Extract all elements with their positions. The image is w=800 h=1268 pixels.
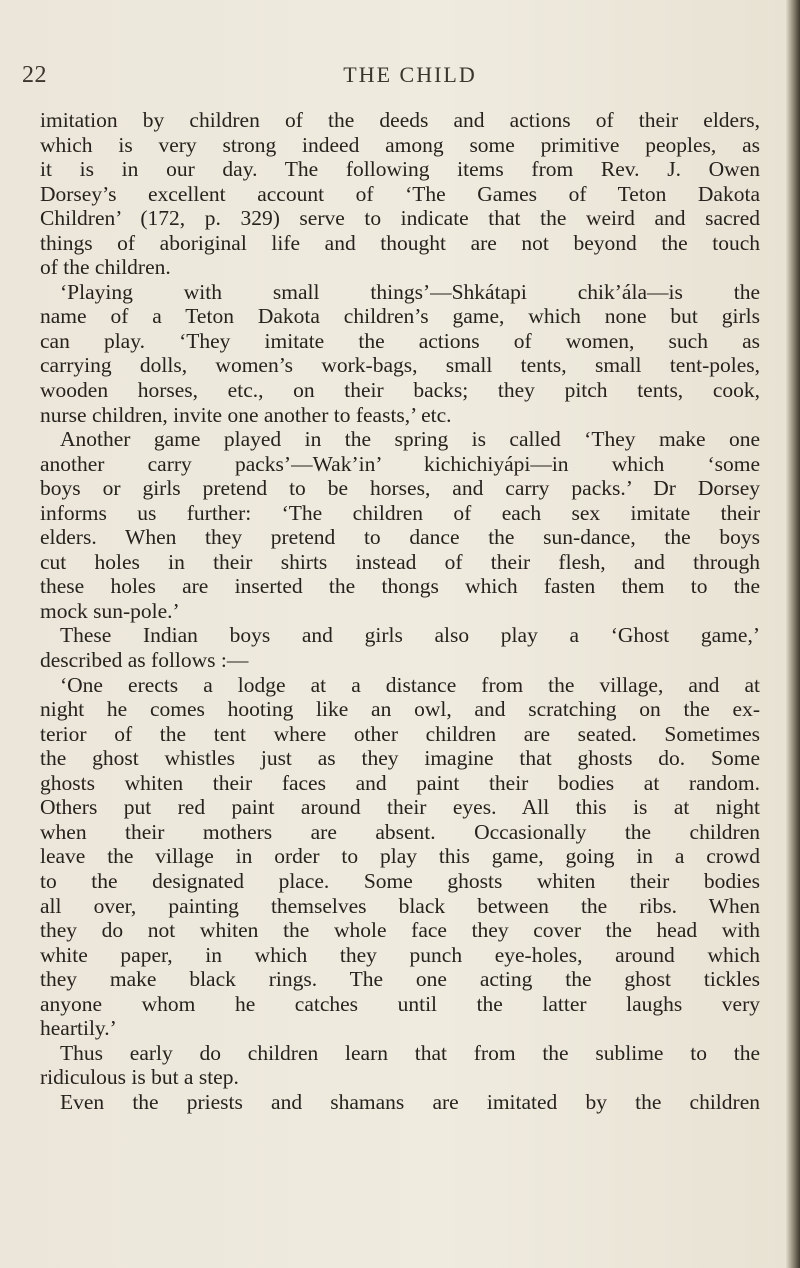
text-line: to the designated place. Some ghosts whiten their bodies [40, 868, 760, 893]
text-line: all over, painting themselves black between the ribs. When [40, 893, 760, 918]
text-line: Others put red paint around their eyes. All this is at night [40, 795, 760, 820]
text-line: ‘One erects a lodge at a distance from the village, and at [60, 672, 760, 697]
text-line: Even the priests and shamans are imitated by the children [60, 1089, 760, 1114]
text-line: These Indian boys and girls also play a ‘Ghost game,’ [60, 623, 760, 648]
text-line: elders. When they pretend to dance the sun-dance, the boys [40, 525, 760, 550]
text-line: cut holes in their shirts instead of their flesh, and through [40, 549, 760, 574]
running-head: THE CHILD [343, 62, 477, 87]
text-line: things of aboriginal life and thought are not beyond the touch [40, 230, 760, 255]
text-line: ‘Playing with small things’—Shkátapi chik’ála—is the [60, 279, 760, 304]
text-line: white paper, in which they punch eye-holes, around which [40, 942, 760, 967]
text-line: Another game played in the spring is called ‘They make one [60, 427, 760, 452]
text-line: they make black rings. The one acting the ghost tickles [40, 967, 760, 992]
page-edge-shadow [786, 0, 800, 1268]
text-line: another carry packs’—Wak’in’ kichichiyápi—in which ‘some [40, 451, 760, 476]
text-line: which is very strong indeed among some primitive peoples, as [40, 132, 760, 157]
text-line: terior of the tent where other children are seated. Sometimes [40, 721, 760, 746]
text-line: of the children. [40, 255, 171, 280]
text-line: described as follows :— [40, 648, 249, 673]
text-line: the ghost whistles just as they imagine that ghosts do. Some [40, 746, 760, 771]
text-line: Dorsey’s excellent account of ‘The Games of Teton Dakota [40, 181, 760, 206]
text-line: leave the village in order to play this game, going in a crowd [40, 844, 760, 869]
text-line: informs us further: ‘The children of each sex imitate their [40, 500, 760, 525]
text-line: night he comes hooting like an owl, and scratching on the ex- [40, 697, 760, 722]
text-line: ridiculous is but a step. [40, 1065, 239, 1090]
text-line: heartily.’ [40, 1016, 117, 1041]
text-line: nurse children, invite one another to feasts,’ etc. [40, 402, 452, 427]
text-line: Thus early do children learn that from the sublime to the [60, 1040, 760, 1065]
text-line: these holes are inserted the thongs which fasten them to the [40, 574, 760, 599]
text-line: anyone whom he catches until the latter laughs very [40, 991, 760, 1016]
body-text [40, 108, 760, 1114]
text-line: wooden horses, etc., on their backs; they pitch tents, cook, [40, 378, 760, 403]
text-line: mock sun-pole.’ [40, 598, 180, 623]
text-line: imitation by children of the deeds and actions of their elders, [40, 108, 760, 132]
text-line: Children’ (172, p. 329) serve to indicate that the weird and sacred [40, 206, 760, 231]
text-line: boys or girls pretend to be horses, and carry packs.’ Dr Dorsey [40, 476, 760, 501]
text-line: when their mothers are absent. Occasionally the children [40, 819, 760, 844]
text-line: they do not whiten the whole face they cover the head with [40, 918, 760, 943]
text-line: can play. ‘They imitate the actions of women, such as [40, 328, 760, 353]
page-number: 22 [22, 62, 47, 88]
text-line: ghosts whiten their faces and paint their bodies at random. [40, 770, 760, 795]
text-line: name of a Teton Dakota children’s game, which none but girls [40, 304, 760, 329]
text-line: carrying dolls, women’s work-bags, small tents, small tent-poles, [40, 353, 760, 378]
page-header [0, 62, 800, 92]
text-line: it is in our day. The following items from Rev. J. Owen [40, 157, 760, 182]
